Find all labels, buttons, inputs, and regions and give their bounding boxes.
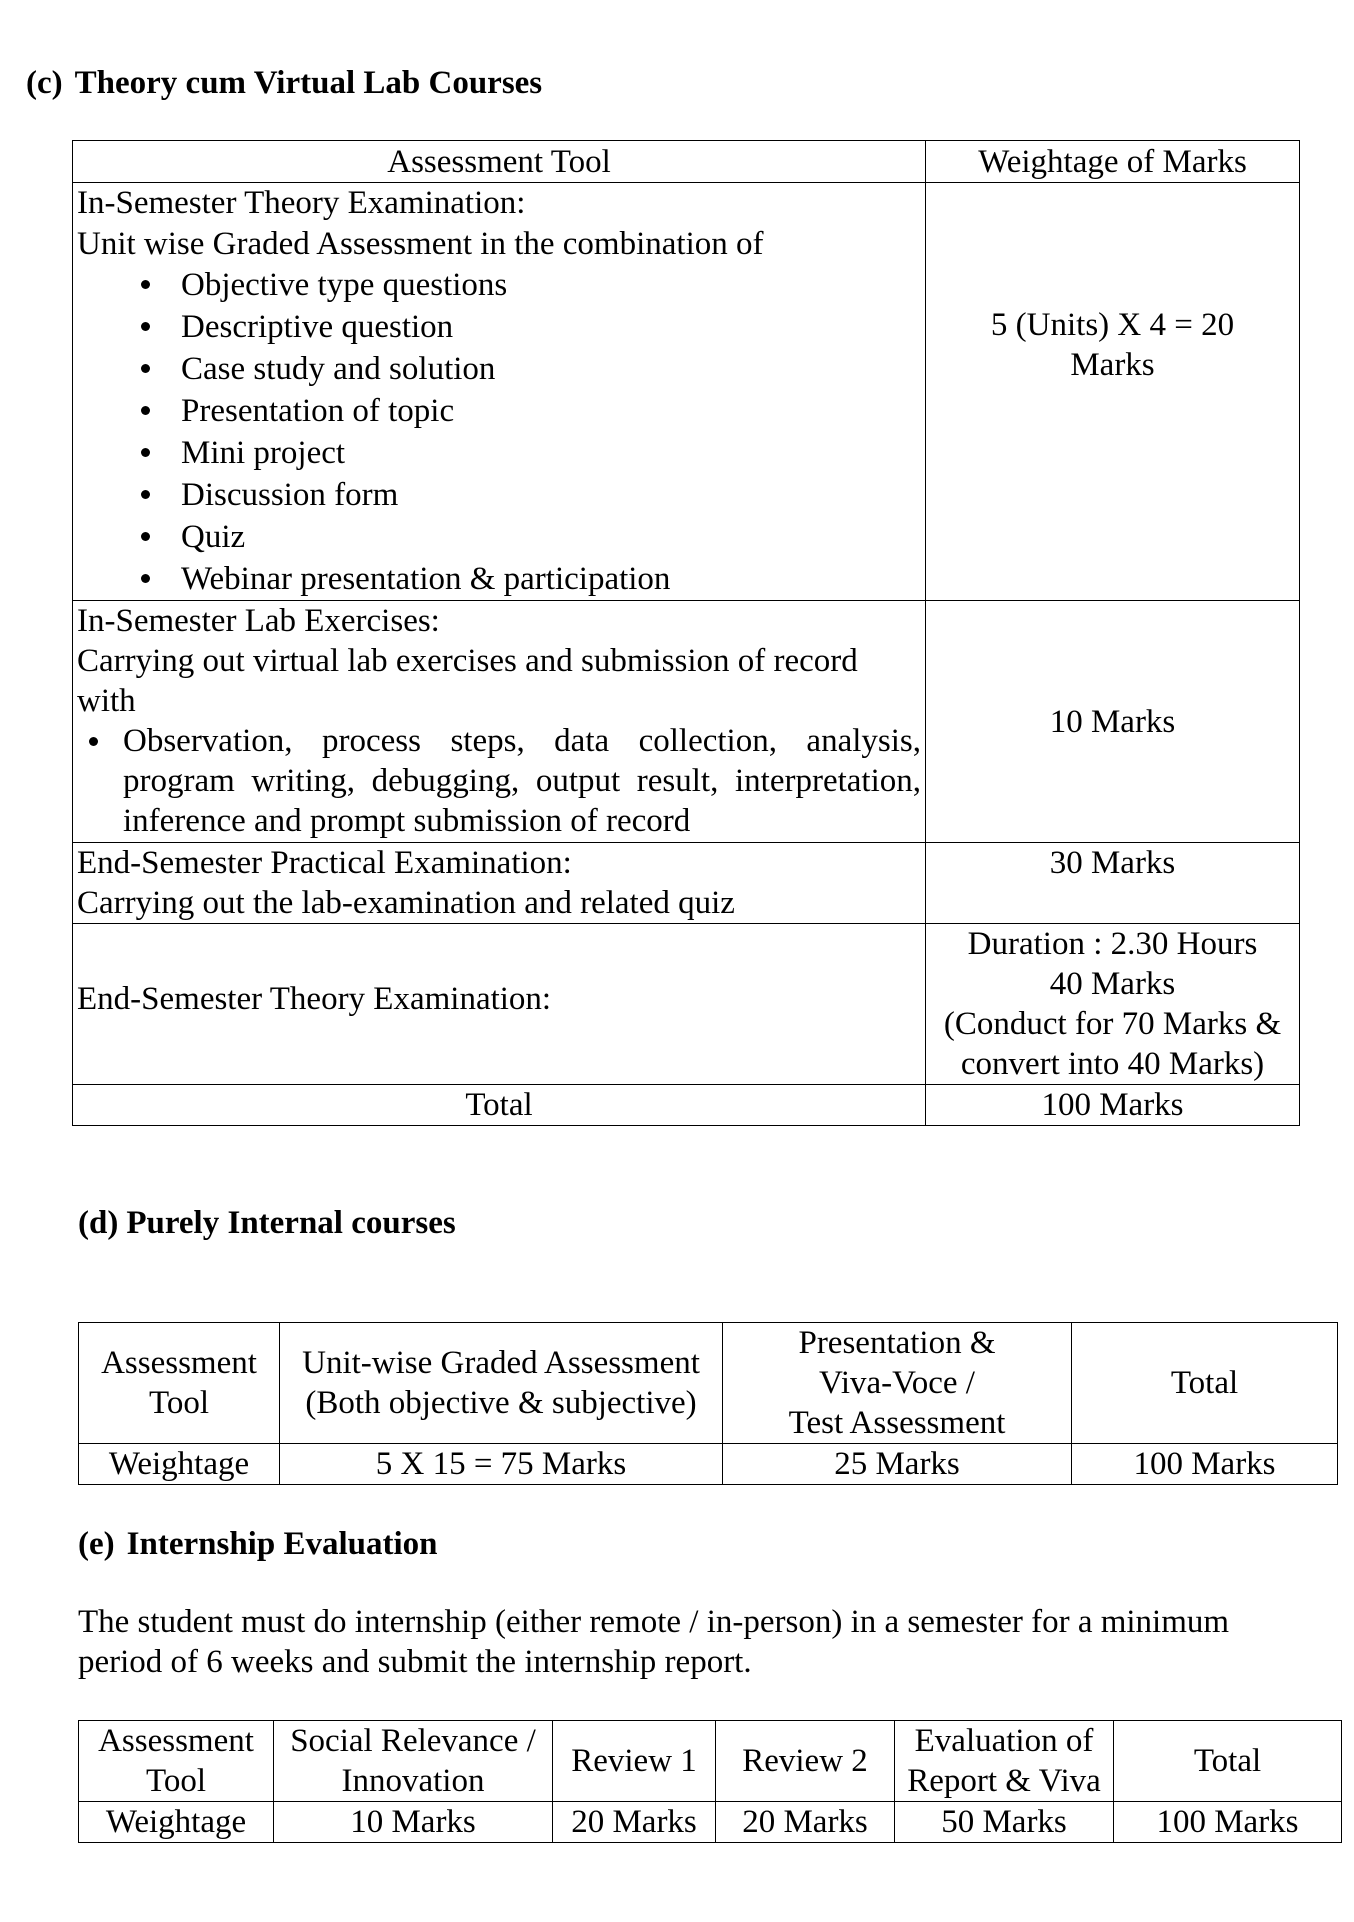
header-line: Tool [145, 1763, 207, 1799]
list-item: Presentation of topic [77, 390, 921, 432]
weightage-review-1: 20 Marks [553, 1802, 716, 1843]
weightage-total: 100 Marks [1114, 1802, 1342, 1843]
header-line: Innovation [341, 1763, 485, 1799]
marks-line: 40 Marks [1049, 966, 1176, 1002]
list-item: Quiz [77, 516, 921, 558]
list-item: Objective type questions [77, 264, 921, 306]
header-line: Presentation & [798, 1325, 996, 1361]
marks-line: (Conduct for 70 Marks & [943, 1006, 1282, 1042]
header-line: Assessment [101, 1345, 257, 1381]
row-description: Unit wise Graded Assessment in the combination of [77, 226, 764, 262]
table-row [79, 1802, 1342, 1843]
weightage-social-relevance: 10 Marks [274, 1802, 553, 1843]
weightage-evaluation: 50 Marks [895, 1802, 1114, 1843]
purely-internal-table [78, 1322, 1338, 1485]
row-heading: In-Semester Theory Examination: [77, 185, 526, 221]
section-e-label: (e) [78, 1526, 115, 1562]
header-line: Unit-wise Graded Assessment [302, 1345, 700, 1381]
marks-line: convert into 40 Marks) [960, 1046, 1265, 1082]
weightage-unit-wise: 5 X 15 = 75 Marks [280, 1444, 723, 1485]
lab-bullet-list [77, 721, 921, 841]
header-line: Social Relevance / [290, 1723, 536, 1759]
row-description: Carrying out the lab-examination and related quiz [77, 885, 735, 921]
table-total-row [73, 1085, 1300, 1126]
table-header-row [73, 141, 1300, 183]
table-header-row [79, 1323, 1338, 1444]
end-semester-practical-cell [73, 843, 926, 924]
header-line: Tool [148, 1385, 210, 1421]
header-weightage: Weightage of Marks [926, 141, 1300, 183]
list-item: Webinar presentation & participation [77, 558, 921, 600]
table-header-row [79, 1721, 1342, 1802]
table-row [73, 924, 1300, 1085]
header-line: Assessment [98, 1723, 254, 1759]
in-semester-lab-marks: 10 Marks [926, 601, 1300, 843]
header-presentation [723, 1323, 1072, 1444]
header-total: Total [1114, 1721, 1342, 1802]
header-assessment-tool [79, 1323, 280, 1444]
in-semester-theory-cell [73, 183, 926, 601]
header-review-2: Review 2 [716, 1721, 895, 1802]
theory-virtual-lab-table [72, 140, 1300, 1126]
internship-paragraph: The student must do internship (either remote / in-person) in a semester for a minimum period of 6 weeks and submit the internship report. [78, 1604, 1230, 1680]
in-semester-lab-cell [73, 601, 926, 843]
table-row [73, 843, 1300, 924]
header-line: Viva-Voce / [819, 1365, 975, 1401]
list-item: Observation, process steps, data collection, analysis, program writing, debugging, output result, interpretation, inference and prompt submission of record [77, 721, 921, 841]
list-item: Descriptive question [77, 306, 921, 348]
header-review-1: Review 1 [553, 1721, 716, 1802]
section-c-title: Theory cum Virtual Lab Courses [74, 65, 543, 101]
row-heading: In-Semester Lab Exercises: [77, 603, 440, 639]
header-social-relevance [274, 1721, 553, 1802]
row-description: Carrying out virtual lab exercises and submission of record with [77, 643, 858, 719]
list-item: Mini project [77, 432, 921, 474]
header-assessment-tool: Assessment Tool [73, 141, 926, 183]
section-e-heading [78, 1525, 437, 1563]
table-row [79, 1444, 1338, 1485]
marks-line: Duration : 2.30 Hours [967, 926, 1258, 962]
table-row [73, 183, 1300, 601]
weightage-label: Weightage [79, 1802, 274, 1843]
section-d-heading [78, 1204, 456, 1242]
assessment-bullet-list [77, 264, 921, 600]
weightage-total: 100 Marks [1072, 1444, 1338, 1485]
total-marks: 100 Marks [926, 1085, 1300, 1126]
row-heading: End-Semester Practical Examination: [77, 845, 572, 881]
weightage-label: Weightage [79, 1444, 280, 1485]
header-assessment-tool [79, 1721, 274, 1802]
total-label: Total [73, 1085, 926, 1126]
end-semester-practical-marks: 30 Marks [926, 843, 1300, 924]
header-line: (Both objective & subjective) [305, 1385, 697, 1421]
weightage-review-2: 20 Marks [716, 1802, 895, 1843]
header-unit-wise [280, 1323, 723, 1444]
section-d-title: Purely Internal courses [126, 1205, 456, 1241]
marks-line: 5 (Units) X 4 = 20 [990, 307, 1235, 343]
header-total: Total [1072, 1323, 1338, 1444]
end-semester-theory-marks [926, 924, 1300, 1085]
end-semester-theory-cell: End-Semester Theory Examination: [73, 924, 926, 1085]
internship-table [78, 1720, 1342, 1843]
in-semester-theory-marks [926, 183, 1300, 601]
marks-line: Marks [1070, 347, 1155, 383]
header-line: Test Assessment [788, 1405, 1006, 1441]
weightage-presentation: 25 Marks [723, 1444, 1072, 1485]
list-item: Case study and solution [77, 348, 921, 390]
table-row [73, 601, 1300, 843]
section-d-label: (d) [78, 1205, 119, 1241]
header-line: Report & Viva [907, 1763, 1101, 1799]
header-evaluation [895, 1721, 1114, 1802]
header-line: Evaluation of [914, 1723, 1094, 1759]
section-c-heading [26, 64, 542, 102]
section-c-label: (c) [26, 65, 63, 101]
list-item: Discussion form [77, 474, 921, 516]
section-e-title: Internship Evaluation [126, 1526, 438, 1562]
